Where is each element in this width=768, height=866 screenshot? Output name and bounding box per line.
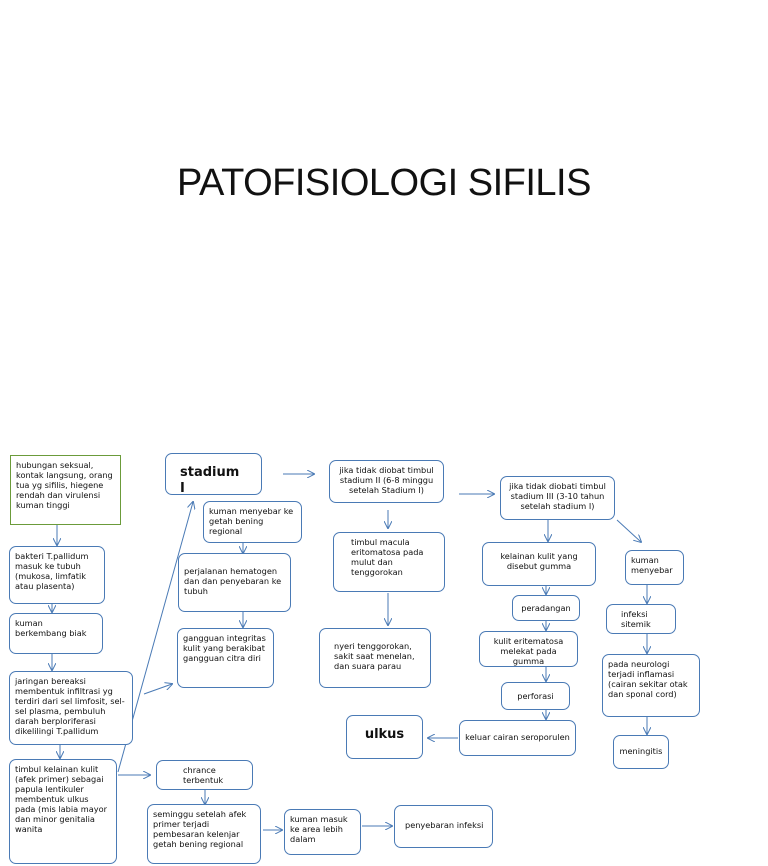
node-cause: hubungan seksual, kontak langsung, orang tua yg sifilis, hiegene rendah dan virulensi kuman tinggi	[10, 455, 121, 525]
node-reaction: jaringan bereaksi membentuk infiltrasi yg terdiri dari sel limfosit, sel-sel plasma, pembuluh darah berploriferasi dikelilingi T.pallidum	[9, 671, 133, 745]
node-infection-spread: penyebaran infeksi	[394, 805, 493, 848]
node-germ-spread: kuman menyebar	[625, 550, 684, 585]
arrow-lesion-reaction	[144, 684, 172, 694]
node-ulcer: ulkus	[346, 715, 423, 759]
node-stage3: jika tidak diobati timbul stadium III (3-10 tahun setelah stadium I)	[500, 476, 615, 520]
node-grow: kuman berkembang biak	[9, 613, 103, 654]
arrow-stage3-germ	[617, 520, 641, 542]
node-chancre: chrance terbentuk	[156, 760, 253, 790]
node-stage2: jika tidak diobat timbul stadium II (6-8 minggu setelah Stadium I)	[329, 460, 444, 503]
node-perforation: perforasi	[501, 682, 570, 710]
node-deep-entry: kuman masuk ke area lebih dalam	[284, 809, 361, 855]
node-macula: timbul macula eritomatosa pada mulut dan tenggorokan	[333, 532, 445, 592]
node-spread-lymph: kuman menyebar ke getah bening regional	[203, 501, 302, 543]
node-seropurulent: keluar cairan seroporulen	[459, 720, 576, 756]
node-hematogen: perjalanan hematogen dan dan penyebaran ke tubuh	[178, 553, 291, 612]
node-gumma: kelainan kulit yang disebut gumma	[482, 542, 596, 586]
node-systemic: infeksi sitemik	[606, 604, 676, 634]
node-stage1: stadium I	[165, 453, 262, 495]
node-lesion: timbul kelainan kulit (afek primer) sebagai papula lentikuler membentuk ulkus pada (mis labia mayor dan minor genitalia wanita	[9, 759, 117, 864]
node-skin-integrity: gangguan integritas kulit yang berakibat gangguan citra diri	[177, 628, 274, 688]
node-entry: bakteri T.pallidum masuk ke tubuh (mukosa, limfatik atau plasenta)	[9, 546, 105, 604]
page-title: PATOFISIOLOGI SIFILIS	[177, 162, 591, 204]
node-meningitis: meningitis	[613, 735, 669, 769]
node-erythema: kulit eritematosa melekat pada gumma	[479, 631, 578, 667]
node-week-after: seminggu setelah afek primer terjadi pembesaran kelenjar getah bening regional	[147, 804, 261, 864]
node-throat-pain: nyeri tenggorokan, sakit saat menelan, dan suara parau	[319, 628, 431, 688]
node-neuro: pada neurologi terjadi inflamasi (cairan sekitar otak dan sponal cord)	[602, 654, 700, 717]
node-inflammation: peradangan	[512, 595, 580, 621]
